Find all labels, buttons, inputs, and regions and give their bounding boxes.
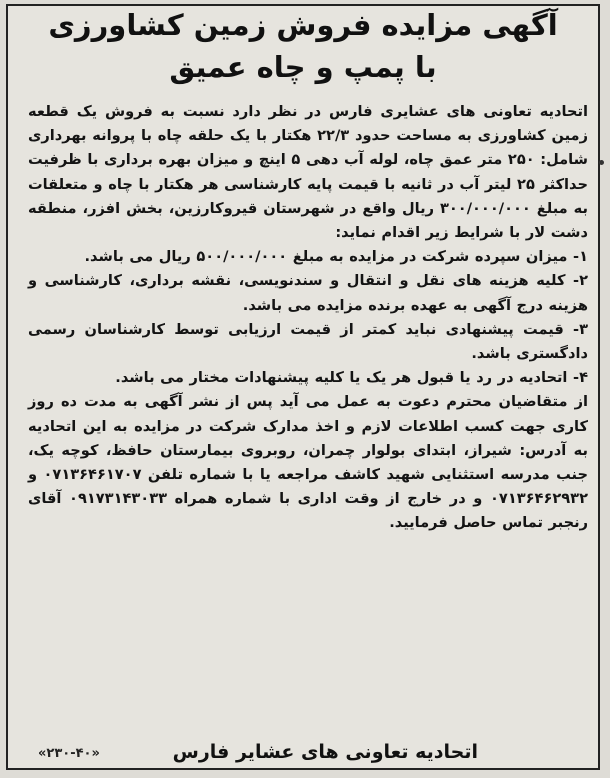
ad-closing: از متقاضیان محترم دعوت به عمل می آید پس از نشر آگهی به مدت ده روز کاری جهت کسب اطلاعات لازم و اخذ مدارک شرکت در مزایده به این اتحادیه به آدرس: شیراز، ابتدای بولوار چمران، روبروی بیمارستان حافظ، کوچه یک، جنب مدرسه استثنایی شهید کاشف مراجعه یا با شماره تلفن ۰۷۱۳۶۴۶۱۷۰۷ و ۰۷۱۳۶۴۶۲۹۳۲ و در خارج از وقت اداری با شماره همراه ۰۹۱۷۳۱۴۳۰۳۳ آقای رنجبر تماس حاصل فرمایید. — [28, 393, 589, 532]
ad-code: «۲۳۰-۴۰» — [38, 746, 100, 761]
ad-body — [28, 100, 588, 536]
ad-condition-4: ۴- اتحادیه در رد یا قبول هر یک یا کلیه پیشنهادات مختار می باشد. — [115, 369, 588, 387]
ad-condition-2: ۲- کلیه هزینه های نقل و انتقال و سندنویسی، نقشه برداری، کارشناسی و هزینه درج آگهی به عهده برنده مزایده می باشد. — [28, 272, 588, 314]
ad-signature: اتحادیه تعاونی های عشایر فارس — [172, 741, 478, 763]
ad-condition-1: ۱- میزان سپرده شرکت در مزایده به مبلغ ۵۰۰/۰۰۰/۰۰۰ ریال می باشد. — [84, 248, 588, 266]
ad-title-line2: با پمپ و چاه عمیق — [169, 50, 437, 84]
ad-footer — [18, 741, 588, 767]
ad-condition-3: ۳- قیمت پیشنهادی نباید کمتر از قیمت ارزیابی توسط کارشناسان رسمی دادگستری باشد. — [28, 320, 588, 363]
ad-title-line1: آگهی مزایده فروش زمین کشاورزی — [48, 8, 558, 42]
ad-frame — [6, 4, 600, 770]
ad-intro: اتحادیه تعاونی های عشایری فارس در نظر دارد نسبت به فروش یک قطعه زمین کشاورزی به مساحت حدود ۲۲/۳ هکتار با یک حلقه چاه با پروانه بهرداری شامل: ۲۵۰ متر عمق چاه، لوله آب دهی ۵ اینچ و میزان بهره برداری با ظرفیت حداکثر ۲۵ لیتر آب در ثانیه با قیمت پایه کارشناسی هر هکتار با چاه و متعلقات به مبلغ ۳۰۰/۰۰۰/۰۰۰ ریال واقع در شهرستان قیروکارزین، بخش افزر، منطقه دشت لار با شرایط زیر اقدام نماید: — [28, 103, 589, 242]
bullet-dot — [599, 160, 604, 165]
